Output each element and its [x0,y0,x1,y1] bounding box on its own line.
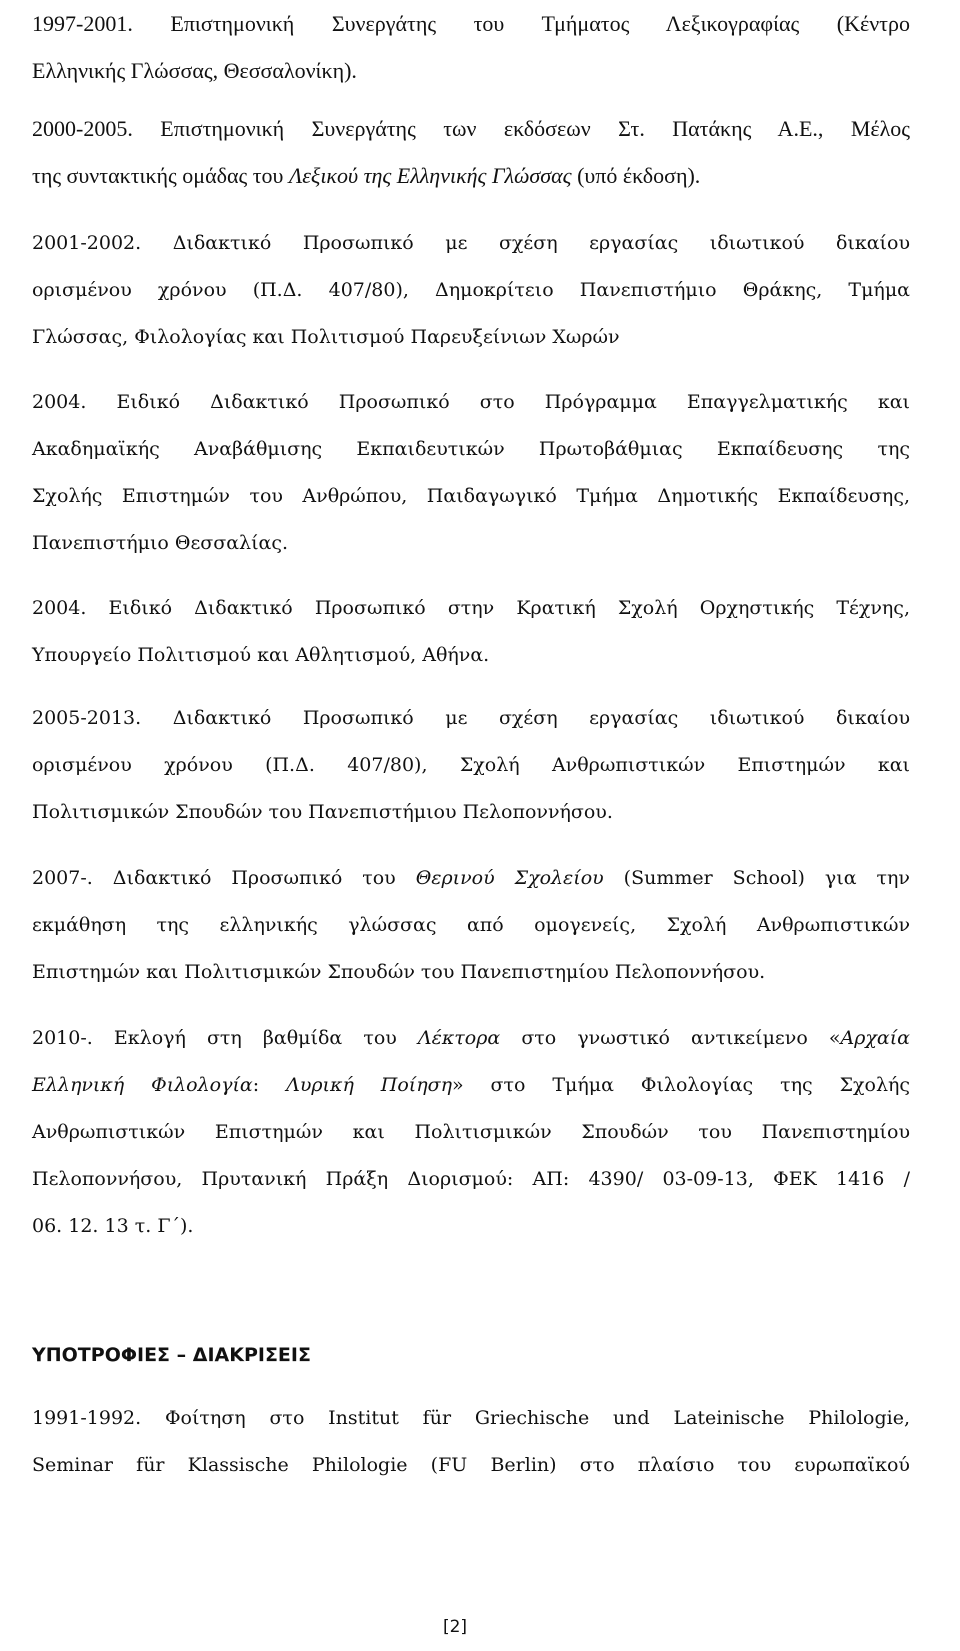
entry-line: Ελληνικής Γλώσσας, Θεσσαλονίκη). [32,58,357,83]
entry-line: Επιστημών και Πολιτισμικών Σπουδών του Πανεπιστημίου Πελοποννήσου. [32,961,766,983]
entry-text: : [252,1074,287,1096]
entry-2010 [32,1015,910,1250]
entry-line: 2005-2013. Διδακτικό Προσωπικό με σχέση εργασίας ιδιωτικού δικαίου [32,707,910,729]
entry-line: Πανεπιστήμιο Θεσσαλίας. [32,532,289,554]
entry-text: (υπό έκδοση). [571,163,701,188]
page-number: [2] [442,1617,468,1637]
entry-line: 2004. Ειδικό Διδακτικό Προσωπικό στην Κρατική Σχολή Ορχηστικής Τέχνης, [32,597,910,619]
entry-line: ορισμένου χρόνου (Π.Δ. 407/80), Σχολή Ανθρωπιστικών Επιστημών και [32,754,910,776]
entry-line: Πολιτισμικών Σπουδών του Πανεπιστήμιου Πελοποννήσου. [32,801,613,823]
entry-text: (Summer School) για την [603,867,910,889]
entry-line: Ανθρωπιστικών Επιστημών και Πολιτισμικών Σπουδών του Πανεπιστημίου [32,1121,910,1143]
dictionary-title: Λεξικού της Ελληνικής Γλώσσας [288,163,572,188]
entry-line [32,855,910,902]
entry-line: 1991-1992. Φοίτηση στο Institut für Griechische und Lateinische Philologie, [32,1407,910,1429]
rank-title: Λέκτορα [417,1027,501,1049]
entry-line: ορισμένου χρόνου (Π.Δ. 407/80), Δημοκρίτειο Πανεπιστήμιο Θράκης, Τμήμα [32,279,910,301]
entry-line: εκμάθηση της ελληνικής γλώσσας από ομογενείς, Σχολή Ανθρωπιστικών [32,914,910,936]
entry-2004-b [32,585,910,679]
entry-line: 2004. Ειδικό Διδακτικό Προσωπικό στο Πρόγραμμα Επαγγελματικής και [32,391,910,413]
entry-text: της συντακτικής ομάδας του [32,163,289,188]
entry-1997-2001 [32,0,910,94]
entry-2004-a [32,379,910,567]
entry-line [32,1062,910,1109]
subject-title: Λυρική Ποίηση [286,1074,452,1096]
entry-2007 [32,855,910,996]
entry-line: Seminar für Klassische Philologie (FU Berlin) στο πλαίσιο του ευρωπαϊκού [32,1454,910,1476]
entry-line [32,152,910,199]
entry-line: 1997-2001. Επιστημονική Συνεργάτης του Τμήματος Λεξικογραφίας (Κέντρο [32,11,910,36]
entry-2005-2013 [32,695,910,836]
subject-title: Αρχαία [840,1027,910,1049]
summer-school-title: Θερινού Σχολείου [415,867,604,889]
subject-title: Ελληνική Φιλολογία [32,1074,253,1096]
section-heading: ΥΠΟΤΡΟΦΙΕΣ – ΔΙΑΚΡΙΣΕΙΣ [32,1344,311,1366]
entry-line [32,1015,910,1062]
entry-text: 2007-. Διδακτικό Προσωπικό του [32,867,416,889]
entry-text: » στο Τμήμα Φιλολογίας της Σχολής [451,1074,911,1096]
entry-line: 2000-2005. Επιστημονική Συνεργάτης των εκδόσεων Στ. Πατάκης Α.Ε., Μέλος [32,116,910,141]
entry-text: στο γνωστικό αντικείμενο « [500,1027,841,1049]
entry-line: 06. 12. 13 τ. Γ΄). [32,1215,194,1237]
entry-line: 2001-2002. Διδακτικό Προσωπικό με σχέση εργασίας ιδιωτικού δικαίου [32,232,910,254]
entry-2001-2002 [32,220,910,361]
entry-line: Υπουργείο Πολιτισμού και Αθλητισμού, Αθήνα. [32,644,490,666]
entry-2000-2005 [32,105,910,199]
entry-scholarship-1991-1992 [32,1395,910,1489]
entry-line: Ακαδημαϊκής Αναβάθμισης Εκπαιδευτικών Πρωτοβάθμιας Εκπαίδευσης της [32,438,910,460]
entry-line: Πελοποννήσου, Πρυτανική Πράξη Διορισμού: ΑΠ: 4390/ 03-09-13, ΦΕΚ 1416 / [32,1168,910,1190]
entry-line: Σχολής Επιστημών του Ανθρώπου, Παιδαγωγικό Τμήμα Δημοτικής Εκπαίδευσης, [32,485,910,507]
entry-line: Γλώσσας, Φιλολογίας και Πολιτισμού Παρευξείνιων Χωρών [32,326,620,348]
entry-text: 2010-. Εκλογή στη βαθμίδα του [32,1027,418,1049]
